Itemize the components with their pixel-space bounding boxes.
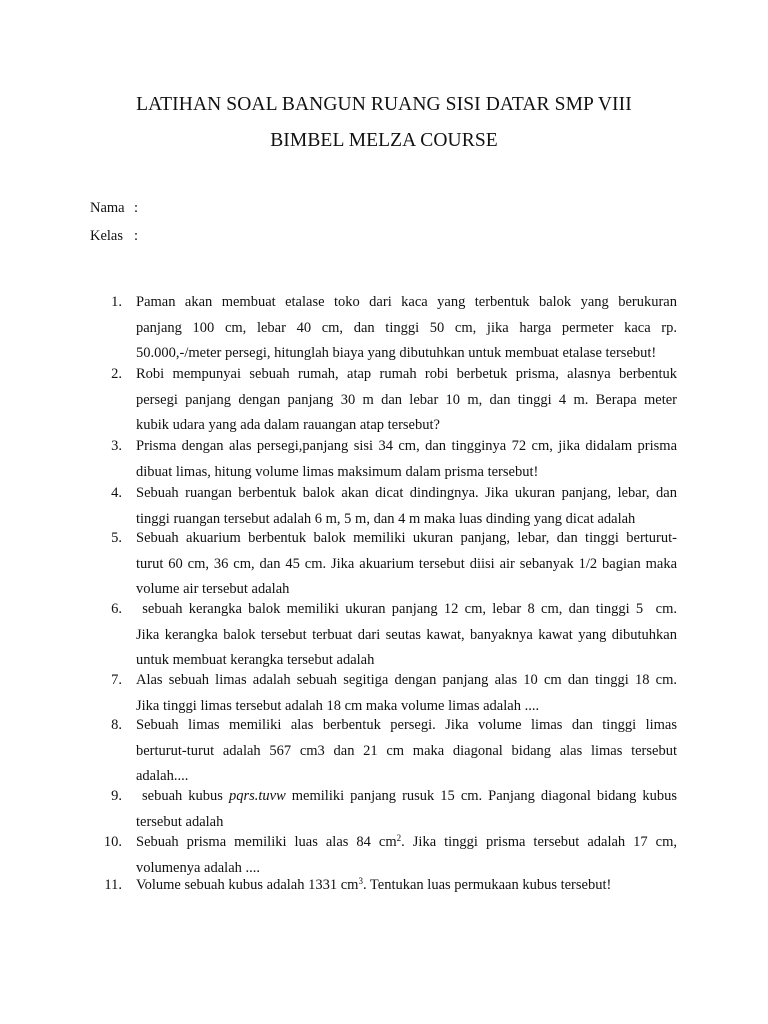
document-title: LATIHAN SOAL BANGUN RUANG SISI DATAR SMP VIII <box>136 94 632 115</box>
question-line: Sebuah ruangan berbentuk balok akan dicat dindingnya. Jika ukuran panjang, lebar, dan <box>136 485 677 501</box>
superscript: 2 <box>396 833 402 843</box>
question-line: sebuah kubus pqrs.tuvw memiliki panjang rusuk 15 cm. Panjang diagonal bidang kubus <box>136 788 677 804</box>
question-number: 11. <box>104 877 122 893</box>
question-text <box>136 362 677 439</box>
question-line: volumenya adalah .... <box>136 859 261 876</box>
class-separator: : <box>134 228 139 244</box>
question-number: 5. <box>111 530 122 546</box>
question-line: persegi panjang dengan panjang 30 m dan lebar 10 m, dan tinggi 4 m. Berapa meter <box>136 391 677 408</box>
question-text <box>136 873 677 899</box>
question-number: 7. <box>111 672 122 688</box>
class-label: Kelas <box>90 228 124 244</box>
question-text <box>136 784 677 835</box>
question-number: 2. <box>111 366 122 382</box>
question-line: kubik udara yang ada dalam rauangan atap tersebut? <box>136 417 440 433</box>
question-number: 6. <box>111 601 122 617</box>
question-line: volume air tersebut adalah <box>136 581 290 597</box>
question-number: 10. <box>103 834 122 850</box>
question-text <box>136 597 677 674</box>
question-line: 50.000,-/meter persegi, hitunglah biaya yang dibutuhkan untuk membuat etalase tersebut! <box>136 345 657 361</box>
name-field <box>90 200 138 217</box>
question-text <box>136 434 677 485</box>
question-line: Robi mempunyai sebuah rumah, atap rumah robi berbetuk prisma, alasnya berbentuk <box>136 366 677 382</box>
question-line: tinggi ruangan tersebut adalah 6 m, 5 m, dan 4 m maka luas dinding yang dicat adalah <box>136 510 636 527</box>
question-line: Sebuah prisma memiliki luas alas 84 $cm^2$. Jika tinggi prisma tersebut adalah 17 cm, <box>136 833 678 850</box>
question-line: panjang 100 cm, lebar 40 cm, dan tinggi 50 cm, jika harga permeter kaca rp. <box>136 319 677 336</box>
question-text <box>136 526 677 603</box>
italic-term: pqrs.tuvw <box>228 788 286 804</box>
question-line: Alas sebuah limas adalah sebuah segitiga dengan panjang alas 10 cm dan tinggi 18 cm. <box>136 672 677 688</box>
question-line: dibuat limas, hitung volume limas maksimum dalam prisma tersebut! <box>136 463 539 480</box>
name-label: Nama <box>90 200 125 216</box>
document-subtitle: BIMBEL MELZA COURSE <box>270 130 498 151</box>
question-line: berturut-turut adalah 567 cm3 dan 21 cm maka diagonal bidang alas limas tersebut <box>136 742 677 759</box>
question-number: 1. <box>111 294 122 310</box>
question-number: 3. <box>111 438 122 454</box>
question-line: Jika kerangka balok tersebut terbuat dari seutas kawat, banyaknya kawat yang dibutuhkan <box>136 626 677 643</box>
question-number: 9. <box>111 788 122 804</box>
question-line: sebuah kerangka balok memiliki ukuran panjang 12 cm, lebar 8 cm, dan tinggi 5 cm. <box>136 601 677 617</box>
question-line: Paman akan membuat etalase toko dari kaca yang terbentuk balok yang berukuran <box>136 294 677 310</box>
question-line: untuk membuat kerangka tersebut adalah <box>136 652 375 668</box>
question-line: Sebuah akuarium berbentuk balok memiliki ukuran panjang, lebar, dan tinggi berturut- <box>136 530 677 546</box>
question-number: 8. <box>111 717 122 733</box>
question-text <box>136 713 677 790</box>
question-text <box>136 290 677 367</box>
question-line: Volume sebuah kubus adalah 1331 $cm^3$. Tentukan luas permukaan kubus tersebut! <box>136 876 612 893</box>
question-text <box>136 481 677 532</box>
question-line: Sebuah limas memiliki alas berbentuk persegi. Jika volume limas dan tinggi limas <box>136 717 677 733</box>
question-line: Jika tinggi limas tersebut adalah 18 cm maka volume limas adalah .... <box>136 697 540 714</box>
question-line: adalah.... <box>136 768 189 784</box>
question-line: Prisma dengan alas persegi,panjang sisi 34 cm, dan tingginya 72 cm, jika didalam prisma <box>136 438 677 454</box>
name-separator: : <box>134 200 139 216</box>
question-line: turut 60 cm, 36 cm, dan 45 cm. Jika akuarium tersebut diisi air sebanyak 1/2 bagian maka <box>136 555 677 572</box>
question-text <box>136 668 677 719</box>
superscript: 3 <box>358 876 363 886</box>
class-field <box>90 228 138 245</box>
question-line: tersebut adalah <box>136 813 224 830</box>
question-number: 4. <box>111 485 122 501</box>
